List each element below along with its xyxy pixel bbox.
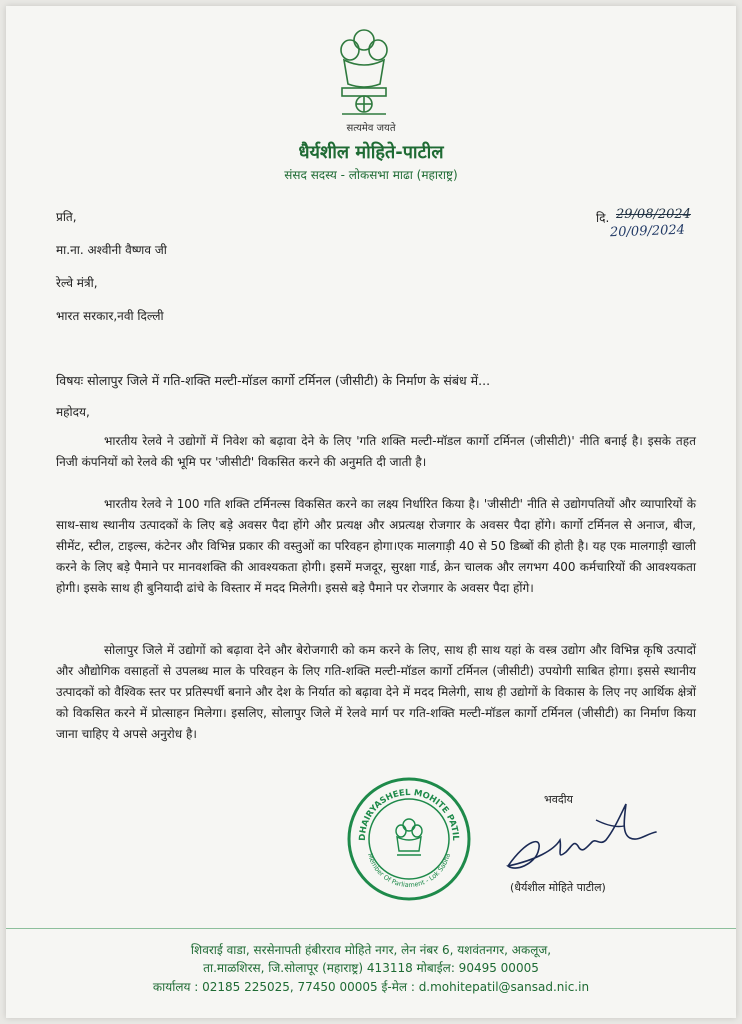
letterhead-designation: संसद सदस्य - लोकसभा माढा (महाराष्ट्र) (284, 168, 458, 182)
recipient-name: मा.ना. अश्वीनी वैष्णव जी (56, 243, 167, 257)
paragraph-1: भारतीय रेलवे ने उद्योगों में निवेश को बढ़ावा देने के लिए 'गति शक्ति मल्टी-मॉडल कार्गो टर्मिनल (जीसीटी)' नीति बनाई है। इसके तहत निजी कंपनियों को रेलवे की भूमि पर 'जीसीटी' विकसित करने की अनुमति दी जाती है। (56, 434, 696, 469)
stamp-outer-text: DHAIRYASHEEL MOHITE PATIL (357, 787, 461, 841)
stamp-inner-text: Member Of Parliament - Lok Sabha (365, 852, 453, 890)
stamp-emblem-icon (396, 819, 422, 855)
recipient-prefix: प्रति, (56, 210, 77, 224)
footer-address-mobile: ता.माळशिरस, जि.सोलापूर (महाराष्ट्र) 413118 मोबाईल: 90495 00005 (203, 961, 539, 975)
paragraph-3: सोलापुर जिले में उद्योगों को बढ़ावा देने और बेरोजगारी को कम करने के लिए, साथ ही साथ यहां के वस्त्र उद्योग और विभिन्न कृषि उत्पादों और औद्योगिक वसाहतों से उपलब्ध माल के परिवहन के लिए गति-शक्ति मल्टी-मॉडल कार्गो टर्मिनल (जीसीटी) उपयोगी साबित होगा। इससे स्थानीय उत्पादकों को वैश्विक स्तर पर प्रतिस्पर्धी बनाने और देश के निर्यात को बढ़ावा देने में मदद मिलेगी, साथ ही उद्योगों के विकास के लिए नए आर्थिक क्षेत्रों को विकसित करने में प्रोत्साहन मिलेगा। इसलिए, सोलापुर जिले में रेलवे मार्ग पर गति-शक्ति मल्टी-मॉडल कार्गो टर्मिनल (जीसीटी) का निर्माण किया जाना चाहिए ये अपसे अनुरोध है। (56, 643, 696, 741)
footer-office-email: कार्यालय : 02185 225025, 77450 00005 ई-मेल : d.mohitepatil@sansad.nic.in (152, 980, 590, 994)
closing-bhavdiya: भवदीय (544, 793, 573, 806)
signer-name: (धैर्यशील मोहिते पाटील) (510, 881, 606, 894)
recipient-post: रेल्वे मंत्री, (56, 276, 98, 290)
motto: सत्यमेव जयते (346, 123, 396, 134)
subject-line: विषयः सोलापुर जिले में गति-शक्ति मल्टी-मॉडल कार्गो टर्मिनल (जीसीटी) के निर्माण के संबंध में... (56, 373, 491, 388)
date-struck: 29/08/2024 (616, 207, 691, 222)
svg-text:DHAIRYASHEEL MOHITE PATIL (358, 788, 460, 842)
footer-address: शिवराई वाडा, सरसेनापती हंबीरराव मोहिते नगर, लेन नंबर 6, यशवंतनगर, अकलूज, (190, 943, 552, 957)
salutation: महोदय, (56, 405, 90, 419)
recipient-office: भारत सरकार,नवी दिल्ली (56, 309, 164, 323)
national-emblem-icon (330, 26, 398, 118)
paragraph-2: भारतीय रेलवे ने 100 गति शक्ति टर्मिनल्स विकसित करने का लक्ष्य निर्धारित किया है। 'जीसीटी' नीति से उद्योगपतियों और व्यापारियों के साथ-साथ स्थानीय उत्पादकों के लिए बड़े अवसर पैदा होंगे और प्रत्यक्ष और अप्रत्यक्ष रोजगार के अवसर पैदा होंगे। कार्गो टर्मिनल से अनाज, बीज, सीमेंट, स्टील, टाइल्स, कंटेनर और विभिन्न प्रकार की वस्तुओं का परिवहन होगा।एक मालगाड़ी 40 से 50 डिब्बों की होती है। यह एक मालगाड़ी खाली करने के लिए बड़े पैमाने पर मानवशक्ति की आवश्यकता होगी। इसमें मजदूर, सुरक्षा गार्ड, क्रेन चालक और लगभग 400 कर्मचारियों की आवश्यकता होगी। इसके साथ ही बुनियादी ढांचे के विस्तार में मदद मिलेगी। इससे बड़े पैमाने पर रोजगार के अवसर पैदा होंगे। (56, 497, 696, 595)
date-label: दि. (596, 211, 610, 225)
svg-text:Member Of Parliament - Lok Sab (366, 852, 452, 889)
date-handwritten: 20/09/2024 (609, 222, 686, 241)
letterhead-name: धैर्यशील मोहिते-पाटील (298, 142, 444, 163)
footer (6, 928, 736, 994)
official-stamp (345, 775, 473, 903)
handwritten-signature (496, 790, 676, 886)
